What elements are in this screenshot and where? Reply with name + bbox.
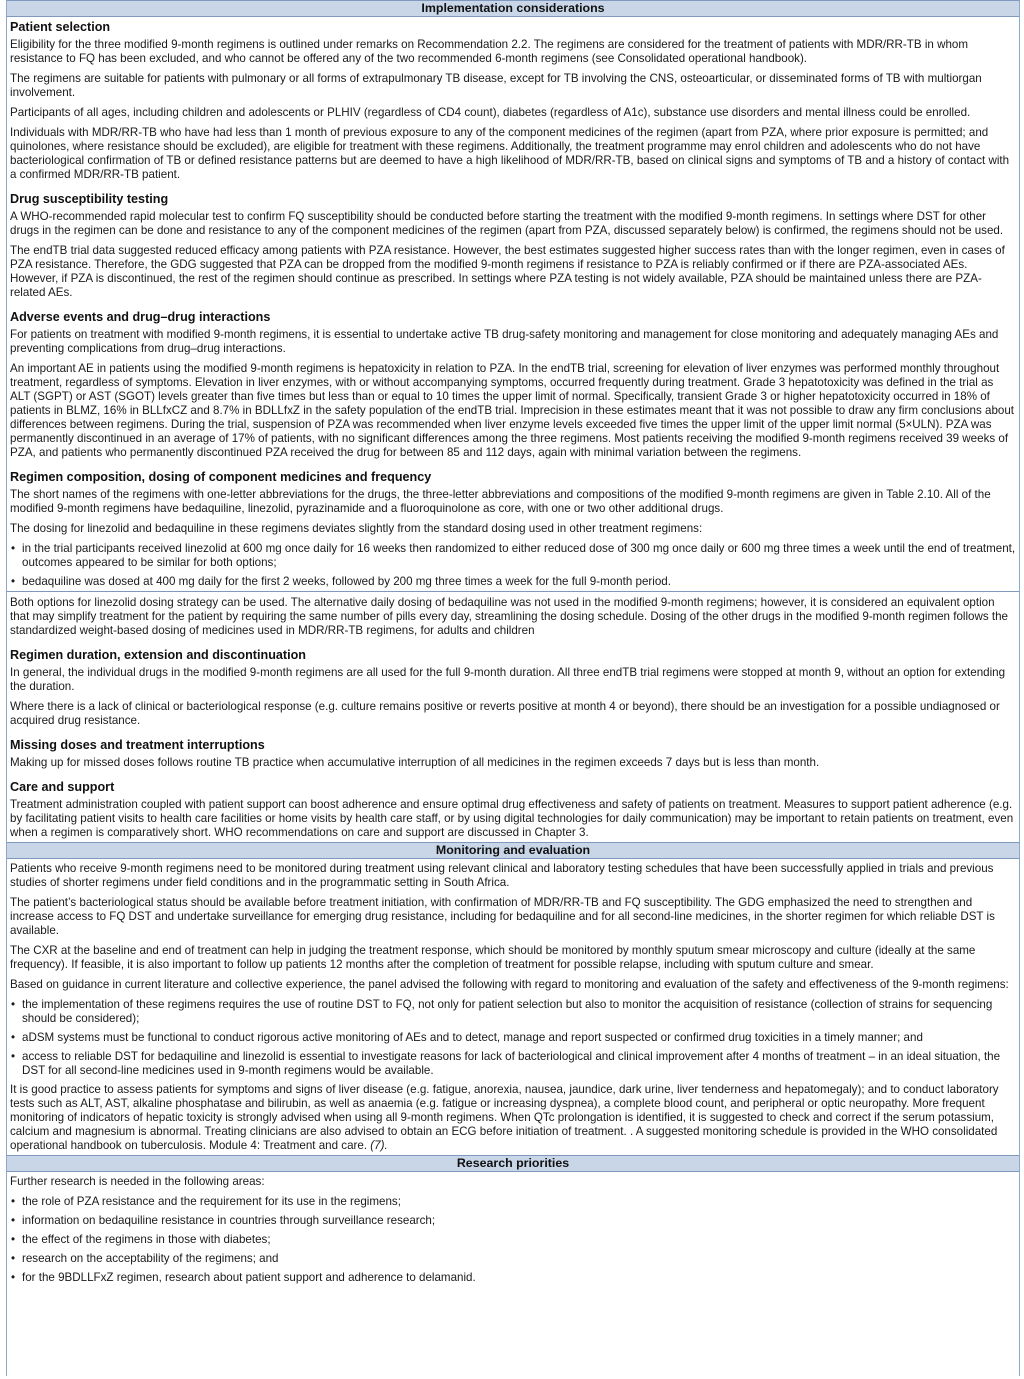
paragraph: Where there is a lack of clinical or bacteriological response (e.g. culture remains positive or reverts positive at month 4 or beyond), there should be an investigation for a possible undiagnosed or acquired drug resistance. [10, 700, 1000, 727]
missing-doses-heading: Missing doses and treatment interruptions [10, 738, 265, 752]
paragraph: Based on guidance in current literature and collective experience, the panel advised the following with regard to monitoring and evaluation of the safety and effectiveness of the 9-month regimens: [10, 978, 1009, 991]
list-item: • information on bedaquiline resistance in countries through surveillance research; [10, 1214, 1016, 1228]
list-item: • bedaquiline was dosed at 400 mg daily for the first 2 weeks, followed by 200 mg three times a week for the full 9-month period. [10, 575, 1016, 589]
paragraph: In general, the individual drugs in the modified 9-month regimens are all used for the full 9-month duration. All three endTB trial regimens were stopped at month 9, without an option for extending the duration. [10, 666, 1006, 693]
implementation-body [7, 17, 1019, 840]
care-support-heading: Care and support [10, 780, 115, 794]
paragraph: The dosing for linezolid and bedaquiline in these regimens deviates slightly from the standard dosing used in other treatment regimens: [10, 522, 703, 535]
paragraph: Eligibility for the three modified 9-month regimens is outlined under remarks on Recommendation 2.2. The regimens are considered for the treatment of patients with MDR/RR-TB in whom resistance to FQ has been excluded, and who cannot be offered any of the two recommended 6-month regimens (see Consolidated operational handbook). [10, 38, 968, 65]
patient-selection-heading: Patient selection [10, 20, 111, 34]
list-item: • the role of PZA resistance and the requirement for its use in the regimens; [10, 1195, 1016, 1209]
paragraph [10, 1083, 1016, 1153]
adverse-events-heading: Adverse events and drug–drug interactions [10, 310, 271, 324]
paragraph: Participants of all ages, including children and adolescents or PLHIV (regardless of CD4 count), diabetes (regardless of A1c), substance use disorders and mental illness could be enrolled. [10, 106, 971, 119]
list-item: • in the trial participants received linezolid at 600 mg once daily for 16 weeks then randomized to either reduced dose of 300 mg once daily or 600 mg three times a week until the end of treatment, outcomes appeared to be similar for both options; [10, 542, 1016, 570]
paragraph: The endTB trial data suggested reduced efficacy among patients with PZA resistance. However, the best estimates suggested higher success rates than with the longer regimen, even in cases of PZA resistance. Therefore, the GDG suggested that PZA can be dropped from the modified 9-month regimens if resistance to PZA is reliably confirmed or if there are PZA-associated AEs. However, if PZA is discontinued, the rest of the regimen should continue as prescribed. In settings where PZA testing is not widely available, PZA should be maintained unless there are PZA-related AEs. [10, 244, 1005, 299]
list-item: • the implementation of these regimens requires the use of routine DST to FQ, not only for patient selection but also to monitor the acquisition of resistance (collection of strains for sequencing should be considered); [10, 998, 1016, 1026]
monitoring-list [10, 998, 1016, 1078]
research-body [7, 1172, 1019, 1285]
paragraph: Treatment administration coupled with patient support can boost adherence and ensure optimal drug effectiveness and safety of patients on treatment. Measures to support patient adherence (e.g. by facilitating patient visits to health care facilities or home visits by health care staff, or by using digital technologies for daily communication) may be important to retain patients on treatment, even when a regimen is comparatively short. WHO recommendations on care and support are discussed in Chapter 3. [10, 798, 1014, 839]
paragraph-text: It is good practice to assess patients for symptoms and signs of liver disease (e.g. fatigue, anorexia, nausea, jaundice, dark urine, liver tenderness and hepatomegaly); and to conduct laboratory tests such as ALT, AST, alkaline phosphatase and bilirubin, as well as anaemia (e.g. fatigue or increasing dyspnea), a complete blood count, and peripheral or optic neuropathy. More frequent monitoring of indicators of hepatic toxicity is strongly advised when using all 9-month regimens. When QTc prolongation is identified, it is suggested to check and correct if the serum potassium, calcium and magnesium is abnormal. Treating clinicians are also advised to obtain an ECG before initiation of treatment. . A suggested monitoring schedule is provided in the WHO consolidated operational handbook on tuberculosis. Module 4: Treatment and care. [10, 1083, 999, 1152]
paragraph: An important AE in patients using the modified 9-month regimens is hepatoxicity in relation to PZA. In the endTB trial, screening for elevation of liver enzymes was performed monthly throughout treatment, regardless of symptoms. Elevation in liver enzymes, with or without accompanying symptoms, occurred frequently during treatment. Grade 3 hepatotoxicity was defined in the trial as ALT (SGPT) or AST (SGOT) levels greater than five times but less than or equal to 10 times the upper limit of normal. Specifically, transient Grade 3 or higher hepatotoxicity occurred in 18% of patients in BLMZ, 16% in BLLfxCZ and 8.7% in BDLLfxZ in the safety population of the endTB trial. Imprecision in these estimates meant that it was not possible to draw any firm conclusions about differences between regimens. During the trial, suspension of PZA was recommended when liver enzyme levels exceeded five times the upper limit of the upper limit normal (5×ULN). PZA was permanently discontinued in an average of 17% of patients, with no significant differences among the three regimens. Most patients receiving the modified 9-month regimens received 39 weeks of PZA, and patients who permanently discontinued PZA received the drug for between 85 and 112 days, again with minimal variation between the regimens. [10, 362, 1015, 459]
list-item: • the effect of the regimens in those with diabetes; [10, 1233, 1016, 1247]
paragraph: Both options for linezolid dosing strategy can be used. The alternative daily dosing of bedaquiline was not used in the modified 9-month regimens; however, it is considered an equivalent option that may simplify treatment for the patient by requiring the same number of pills every day, streamlining the dosing schedule. Dosing of the other drugs in the modified 9-month regimen follows the standardized weight-based dosing of medicines used in MDR/RR-TB regimens, for adults and children [10, 596, 1009, 637]
paragraph: The regimens are suitable for patients with pulmonary or all forms of extrapulmonary TB disease, except for TB involving the CNS, osteoarticular, or disseminated forms of TB with multiorgan involvement. [10, 72, 982, 99]
paragraph: Further research is needed in the following areas: [10, 1175, 265, 1188]
paragraph: A WHO-recommended rapid molecular test to confirm FQ susceptibility should be conducted before starting the treatment with the modified 9-month regimens. In settings where DST for other drugs in the regimen can be done and resistance to any of the component medicines of the regimen (apart from PZA, discussed separately below) is confirmed, the regimens should not be used. [10, 210, 1004, 237]
paragraph: Individuals with MDR/RR-TB who have had less than 1 month of previous exposure to any of the component medicines of the regimen (apart from PZA, where prior exposure is permitted; and quinolones, where resistance should be excluded), are eligible for treatment with these regimens. Additionally, the treatment programme may enrol children and adolescents who do not have bacteriological confirmation of TB or defined resistance patterns but are deemed to have a high likelihood of MDR/RR-TB, based on clinical signs and symptoms of TB and a history of contact with a confirmed MDR/RR-TB patient. [10, 126, 1010, 181]
paragraph: The CXR at the baseline and end of treatment can help in judging the treatment response, which should be monitored by monthly sputum smear microscopy and culture (ideally at the same frequency). If feasible, it is also important to follow up patients 12 months after the completion of treatment for possible relapse, including with sputum culture and smear. [10, 944, 976, 971]
list-item: • research on the acceptability of the regimens; and [10, 1252, 1016, 1266]
paragraph: Making up for missed doses follows routine TB practice when accumulative interruption of all medicines in the regimen exceeds 7 days but is less than month. [10, 756, 820, 769]
list-item: • aDSM systems must be functional to conduct rigorous active monitoring of AEs and to detect, manage and report suspected or confirmed drug toxicities in a timely manner; and [10, 1031, 1016, 1045]
document-page [6, 0, 1020, 1376]
research-header: Research priorities [7, 1155, 1019, 1172]
paragraph: For patients on treatment with modified 9-month regimens, it is essential to undertake active TB drug-safety monitoring and management for close monitoring and adequately managing AEs and preventing complications from drug–drug interactions. [10, 328, 999, 355]
paragraph: Patients who receive 9-month regimens need to be monitored during treatment using relevant clinical and laboratory testing schedules that have been successfully applied in trials and previous studies of shorter regimens under field conditions and in the programmatic setting in South Africa. [10, 862, 994, 889]
implementation-header: Implementation considerations [7, 0, 1019, 17]
dst-heading: Drug susceptibility testing [10, 192, 169, 206]
divider [7, 591, 1019, 592]
regimen-composition-heading: Regimen composition, dosing of component medicines and frequency [10, 470, 432, 484]
list-item: • access to reliable DST for bedaquiline and linezolid is essential to investigate reasons for lack of bacteriological and clinical improvement after 4 months of treatment – in an ideal situation, the DST for all second-line medicines used in 9-month regimens would be available. [10, 1050, 1016, 1078]
research-list [10, 1195, 1016, 1285]
paragraph: The short names of the regimens with one-letter abbreviations for the drugs, the three-letter abbreviations and compositions of the modified 9-month regimens are given in Table 2.10. All of the modified 9-month regimens have bedaquiline, linezolid, pyrazinamide and a fluoroquinolone as core, with one or two other additional drugs. [10, 488, 991, 515]
monitoring-header: Monitoring and evaluation [7, 842, 1019, 859]
list-item: • for the 9BDLLFxZ regimen, research about patient support and adherence to delamanid. [10, 1271, 1016, 1285]
dosing-list [10, 542, 1016, 589]
reference-link[interactable]: (7). [370, 1139, 388, 1152]
monitoring-body [7, 859, 1019, 1153]
paragraph: The patient’s bacteriological status should be available before treatment initiation, with confirmation of MDR/RR-TB and FQ susceptibility. The GDG emphasized the need to strengthen and increase access to FQ DST and undertake surveillance for emerging drug resistance, including for bedaquiline and for all second-line medicines, in the shorter regimen for which reliable DST is available. [10, 896, 995, 937]
duration-heading: Regimen duration, extension and discontinuation [10, 648, 306, 662]
